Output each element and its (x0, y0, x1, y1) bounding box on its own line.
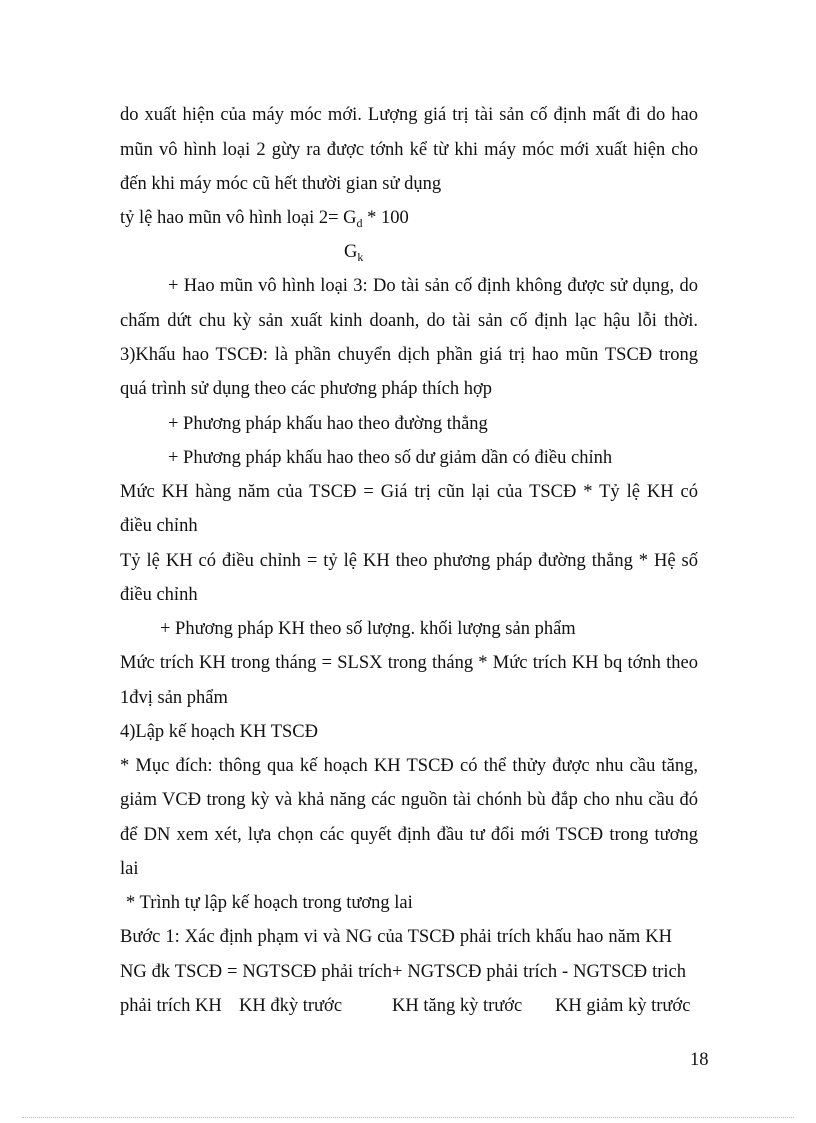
formula-multiplier: * 100 (362, 208, 409, 228)
paragraph-line: Mức KH hàng năm của TSCĐ = Giá trị cũn lại của TSCĐ * Tỷ lệ KH có (120, 482, 698, 502)
formula-column-label: KH đkỳ trước (239, 996, 343, 1016)
bullet-line: + Hao mũn vô hình loại 3: Do tài sản cố định không được sử dụng, do (168, 276, 698, 296)
paragraph-line: do xuất hiện của máy móc mới. Lượng giá trị tài sản cố định mất đi do hao (120, 105, 698, 125)
paragraph-line: điều chỉnh (120, 585, 198, 605)
formula-column-label: KH giảm kỳ trước (555, 996, 691, 1016)
paragraph-line: Tỷ lệ KH có điều chỉnh = tỷ lệ KH theo phương pháp đường thẳng * Hệ số (120, 551, 698, 571)
paragraph-line: chấm dứt chu kỳ sản xuất kinh doanh, do tài sản cố định lạc hậu lỗi thời. (120, 311, 698, 331)
page-border-dots (22, 1117, 794, 1118)
paragraph-line: * Trình tự lập kế hoạch trong tương lai (126, 893, 413, 913)
paragraph-line: để DN xem xét, lựa chọn các quyết định đầu tư đổi mới TSCĐ trong tương (120, 825, 698, 845)
paragraph-line: đến khi máy móc cũ hết thười gian sử dụng (120, 174, 442, 194)
paragraph-line: giảm VCĐ trong kỳ và khả năng các nguồn tài chónh bù đắp cho nhu cầu đó (120, 790, 698, 810)
formula-column-label: phải trích KH (120, 996, 222, 1016)
paragraph-line: lai (120, 859, 139, 879)
section-heading-line: 4)Lập kế hoạch KH TSCĐ (120, 722, 318, 742)
section-heading-line: 3)Khấu hao TSCĐ: là phần chuyển dịch phần giá trị hao mũn TSCĐ trong (120, 345, 698, 365)
formula-numerator-text: tỷ lệ hao mũn vô hình loại 2= G (120, 208, 357, 228)
paragraph-line: quá trình sử dụng theo các phương pháp thích hợp (120, 379, 493, 399)
formula-column-label: KH tăng kỳ trước (392, 996, 523, 1016)
formula-denominator-subscript: k (357, 250, 364, 264)
bullet-line: + Phương pháp khấu hao theo số dư giảm dần có điều chỉnh (168, 448, 613, 468)
bullet-line: + Phương pháp KH theo số lượng. khối lượng sản phẩm (160, 619, 576, 639)
formula-denominator-text: G (344, 242, 358, 262)
bullet-line: + Phương pháp khấu hao theo đường thẳng (168, 414, 488, 434)
paragraph-line: Bước 1: Xác định phạm vi và NG của TSCĐ phải trích khấu hao năm KH (120, 927, 672, 947)
paragraph-line: mũn vô hình loại 2 gừy ra được tớnh kể từ khi máy móc mới xuất hiện cho (120, 140, 698, 160)
formula-line (120, 207, 409, 229)
formula-subscript: d (356, 216, 363, 230)
paragraph-line: điều chỉnh (120, 516, 198, 536)
paragraph-line: Mức trích KH trong tháng = SLSX trong tháng * Mức trích KH bq tớnh theo (120, 653, 698, 673)
paragraph-line: * Mục đích: thông qua kế hoạch KH TSCĐ có thể thửy được nhu cầu tăng, (120, 756, 698, 776)
formula-line: NG đk TSCĐ = NGTSCĐ phải trích+ NGTSCĐ phải trích - NGTSCĐ trich (120, 962, 686, 982)
paragraph-line: 1đvị sản phẩm (120, 688, 228, 708)
page-number: 18 (690, 1050, 709, 1070)
formula-denominator (344, 241, 363, 263)
